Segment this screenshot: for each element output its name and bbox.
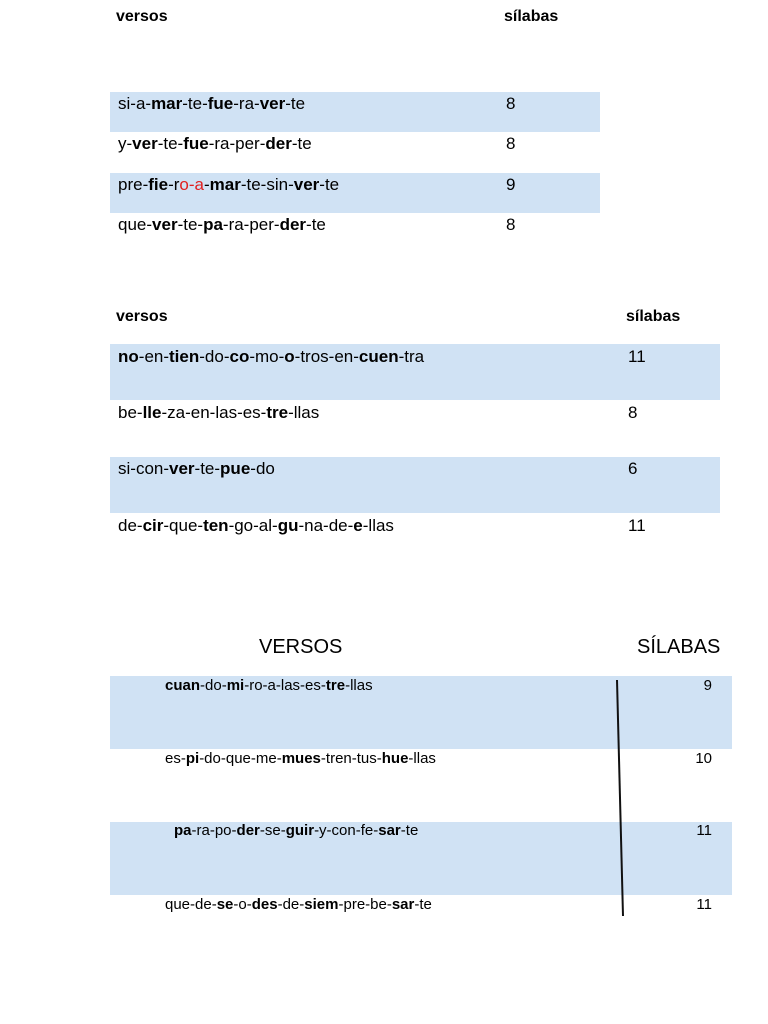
stressed-syllable: sar xyxy=(378,822,401,839)
syllable-count: 8 xyxy=(506,134,516,153)
syllable-text: -te xyxy=(400,822,419,839)
stressed-syllable: pi xyxy=(185,750,200,767)
verse-text xyxy=(165,896,432,913)
stressed-syllable: ver xyxy=(293,175,320,194)
stressed-syllable: pa xyxy=(203,215,223,234)
syllable-text: -ra-per- xyxy=(222,215,280,234)
syllable-count: 11 xyxy=(696,896,712,913)
syllable-text: -na-de- xyxy=(298,516,354,535)
syllable-text: -za-en-las-es- xyxy=(161,403,267,422)
verse-text xyxy=(165,677,373,694)
syllable-text: que-de- xyxy=(165,896,217,913)
syllable-text: -do- xyxy=(199,347,230,366)
stressed-syllable: mues xyxy=(281,750,321,767)
stressed-syllable: cuan xyxy=(165,677,201,694)
stressed-syllable: gu xyxy=(277,516,299,535)
syllable-text: -llas xyxy=(362,516,394,535)
syllable-count: 11 xyxy=(696,822,712,839)
verses-header: VERSOS xyxy=(259,636,343,658)
stressed-syllable: cir xyxy=(142,516,164,535)
stressed-syllable: ver xyxy=(259,94,286,113)
syllables-header: sílabas xyxy=(504,8,559,25)
stressed-syllable: se xyxy=(216,896,234,913)
syllable-text: es- xyxy=(165,750,186,767)
syllable-text: si-a- xyxy=(118,94,152,113)
stressed-syllable: guir xyxy=(285,822,315,839)
syllable-count: 6 xyxy=(628,459,638,478)
syllable-text: -y-con-fe- xyxy=(314,822,379,839)
stressed-syllable: no xyxy=(118,347,139,366)
syllable-text: -tra xyxy=(398,347,425,366)
syllable-text: -llas xyxy=(288,403,320,422)
syllable-text: -te- xyxy=(194,459,221,478)
stressed-syllable: pa xyxy=(174,822,192,839)
syllable-text: -ra- xyxy=(233,94,260,113)
syllable-text: -ra-po- xyxy=(191,822,237,839)
stressed-syllable: mi xyxy=(226,677,245,694)
syllable-text: -do- xyxy=(200,677,227,694)
syllable-text: -llas xyxy=(345,677,373,694)
syllable-text: -tros-en- xyxy=(294,347,359,366)
syllable-text: -mo- xyxy=(249,347,285,366)
syllable-text: -do xyxy=(250,459,275,478)
syllable-count: 8 xyxy=(506,215,516,234)
verses-header: versos xyxy=(116,308,168,325)
syllable-text: y- xyxy=(118,134,133,153)
syllable-text: -de- xyxy=(277,896,305,913)
syllable-text: -ro-a-las-es- xyxy=(244,677,326,694)
stressed-syllable: der xyxy=(265,134,292,153)
syllable-text: -te xyxy=(285,94,306,113)
verse-text xyxy=(165,750,436,767)
verses-header: versos xyxy=(116,8,168,25)
syllable-text: -te- xyxy=(177,215,204,234)
syllable-text: -te xyxy=(414,896,432,913)
stressed-syllable: cuen xyxy=(358,347,399,366)
syllable-text: -o- xyxy=(233,896,252,913)
syllable-text: -te xyxy=(291,134,312,153)
syllable-text: -r xyxy=(168,175,180,194)
syllable-text: -pre-be- xyxy=(338,896,392,913)
syllable-count: 11 xyxy=(628,516,646,535)
stressed-syllable: ver xyxy=(169,459,195,478)
syllable-text: -te xyxy=(306,215,326,234)
stressed-syllable: siem xyxy=(304,896,339,913)
syllable-count: 9 xyxy=(703,677,712,694)
syllable-text: -do-que-me- xyxy=(199,750,282,767)
syllables-header: sílabas xyxy=(626,308,681,325)
syllable-text: pre- xyxy=(118,175,149,194)
syllable-text: be- xyxy=(118,403,143,422)
stressed-syllable: der xyxy=(279,215,307,234)
stressed-syllable: ver xyxy=(152,215,178,234)
stressed-syllable: der xyxy=(236,822,260,839)
stressed-syllable: ver xyxy=(132,134,158,153)
stressed-syllable: des xyxy=(251,896,278,913)
stressed-syllable: tre xyxy=(325,677,346,694)
stressed-syllable: co xyxy=(229,347,250,366)
stressed-syllable: o xyxy=(284,347,295,366)
syllable-count: 8 xyxy=(506,94,516,113)
syllable-text: -llas xyxy=(408,750,436,767)
stressed-syllable: tre xyxy=(266,403,289,422)
syllable-text: o-a xyxy=(179,175,204,194)
syllable-text: - xyxy=(203,175,210,194)
stressed-syllable: e xyxy=(353,516,363,535)
syllable-text: -en- xyxy=(138,347,170,366)
syllable-text: -te xyxy=(319,175,340,194)
stressed-syllable: mar xyxy=(209,175,241,194)
stressed-syllable: fie xyxy=(148,175,169,194)
stressed-syllable: fue xyxy=(207,94,234,113)
stressed-syllable: ten xyxy=(203,516,229,535)
syllable-text: si-con- xyxy=(118,459,170,478)
stressed-syllable: fue xyxy=(183,134,209,153)
syllable-text: -te-sin- xyxy=(240,175,294,194)
stressed-syllable: pue xyxy=(220,459,251,478)
stressed-syllable: mar xyxy=(151,94,183,113)
stressed-syllable: lle xyxy=(142,403,162,422)
stressed-syllable: hue xyxy=(381,750,409,767)
syllable-count: 11 xyxy=(628,347,646,366)
syllable-text: -te- xyxy=(182,94,208,113)
syllables-header: SÍLABAS xyxy=(637,636,721,658)
syllable-text: -se- xyxy=(259,822,286,839)
verse-text xyxy=(174,822,418,839)
syllable-text: -go-al- xyxy=(228,516,278,535)
stressed-syllable: sar xyxy=(391,896,415,913)
syllable-count: 10 xyxy=(695,750,712,767)
syllable-text: que- xyxy=(118,215,153,234)
syllable-count: 9 xyxy=(506,175,516,194)
syllable-text: -ra-per- xyxy=(208,134,266,153)
stressed-syllable: tien xyxy=(169,347,200,366)
syllable-text: -tren-tus- xyxy=(320,750,382,767)
syllable-text: de- xyxy=(118,516,143,535)
syllable-count: 8 xyxy=(628,403,638,422)
syllable-text: -te- xyxy=(157,134,184,153)
syllable-text: -que- xyxy=(163,516,204,535)
